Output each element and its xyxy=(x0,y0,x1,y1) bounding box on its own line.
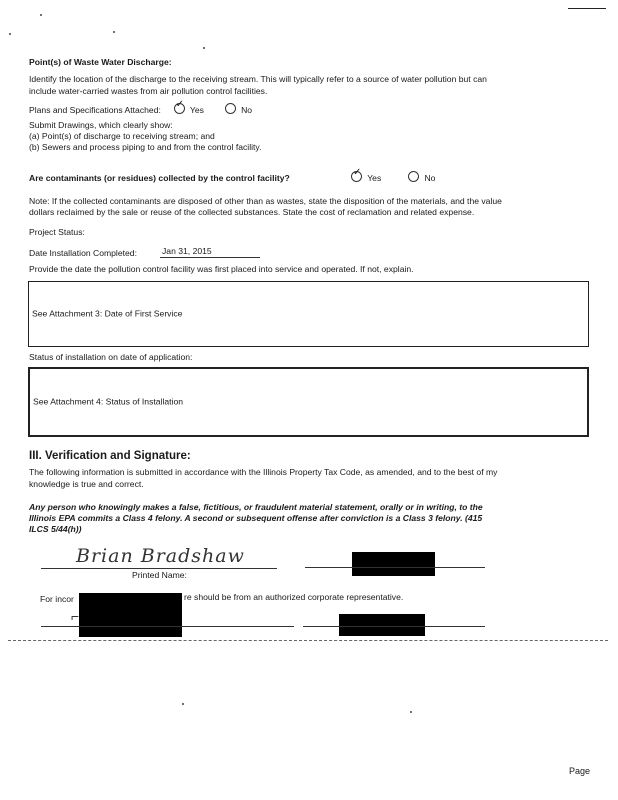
submit-intro: Submit Drawings, which clearly show: xyxy=(29,120,173,130)
checkmark-icon: ✓ xyxy=(353,167,362,178)
scan-fold-line xyxy=(8,640,608,641)
discharge-desc-line1: Identify the location of the discharge to the receiving stream. This will typically refer to a source of water pollution but can xyxy=(29,74,487,84)
contaminants-no-label: No xyxy=(424,173,436,183)
page-label: Page xyxy=(569,766,591,776)
first-service-text: See Attachment 3: Date of First Service xyxy=(32,308,183,319)
redaction-box xyxy=(79,593,182,637)
printed-name-label: Printed Name: xyxy=(132,570,187,580)
corporate-date-line xyxy=(303,626,485,627)
felony-warning-line1: Any person who knowingly makes a false, fictitious, or fraudulent material statement, orally or in writing, to the xyxy=(29,502,483,512)
date-installation-field[interactable]: Jan 31, 2015 xyxy=(160,246,260,258)
checkmark-icon: ✓ xyxy=(175,99,185,110)
plans-label: Plans and Specifications Attached: xyxy=(29,105,161,115)
contaminants-no-radio[interactable] xyxy=(408,171,419,182)
scan-speck xyxy=(113,31,115,33)
discharge-heading: Point(s) of Waste Water Discharge: xyxy=(29,57,172,67)
contaminants-question: Are contaminants (or residues) collected by the control facility? xyxy=(29,173,290,183)
redaction-box xyxy=(339,614,425,636)
first-service-box[interactable] xyxy=(28,281,589,347)
plans-no-label: No xyxy=(241,105,253,115)
signature-stroke: ⌐ xyxy=(71,608,80,624)
scan-edge-line xyxy=(568,8,606,9)
verification-text-line2: knowledge is true and correct. xyxy=(29,479,144,489)
contaminants-options xyxy=(351,167,436,184)
contaminants-note-line2: dollars reclaimed by the sale or reuse of the collected substances. State the cost of reclamation and related expense. xyxy=(29,207,475,217)
provide-date-instruction: Provide the date the pollution control facility was first placed into service and operated. If not, explain. xyxy=(29,264,414,274)
scan-speck xyxy=(9,33,11,35)
verification-text-line1: The following information is submitted in accordance with the Illinois Property Tax Code, as amended, and to the best of my xyxy=(29,467,498,477)
scan-speck xyxy=(182,703,184,705)
submit-item-b: (b) Sewers and process piping to and from the control facility. xyxy=(29,142,262,152)
scan-speck xyxy=(203,47,205,49)
felony-warning-line3: ILCS 5/44(h)) xyxy=(29,524,82,534)
scan-speck xyxy=(40,14,42,16)
contaminants-yes-label: Yes xyxy=(367,173,382,183)
plans-yes-label: Yes xyxy=(189,105,204,115)
project-status-heading: Project Status: xyxy=(29,227,85,237)
installation-status-text: See Attachment 4: Status of Installation xyxy=(33,396,184,407)
contaminants-yes-radio[interactable] xyxy=(351,167,362,182)
handwritten-signature: Brian Bradshaw xyxy=(76,545,245,567)
plans-no-radio[interactable] xyxy=(225,103,236,114)
verification-heading: III. Verification and Signature: xyxy=(29,450,191,462)
scan-speck xyxy=(410,711,412,713)
plans-yes-radio[interactable] xyxy=(174,99,185,114)
corporate-note-start: For incor xyxy=(40,594,74,604)
felony-warning-line2: Illinois EPA commits a Class 4 felony. A second or subsequent offense after conviction is a Class 3 felony. (415 xyxy=(29,513,483,523)
contaminants-note-line1: Note: If the collected contaminants are disposed of other than as wastes, state the disposition of the materials, and the value xyxy=(29,196,502,206)
corporate-note-end: re should be from an authorized corporate representative. xyxy=(184,592,404,602)
status-label: Status of installation on date of application: xyxy=(29,352,193,362)
installation-status-box[interactable] xyxy=(28,367,589,437)
discharge-desc-line2: include water-carried wastes from air pollution control facilities. xyxy=(29,86,268,96)
corporate-signature-line xyxy=(41,626,294,627)
redaction-box xyxy=(352,552,435,576)
plans-row xyxy=(29,99,253,116)
date-label: Date Installation Completed: xyxy=(29,248,137,258)
date-signature-line xyxy=(305,567,485,568)
signature-line xyxy=(41,568,277,569)
submit-item-a: (a) Point(s) of discharge to receiving stream; and xyxy=(29,131,215,141)
